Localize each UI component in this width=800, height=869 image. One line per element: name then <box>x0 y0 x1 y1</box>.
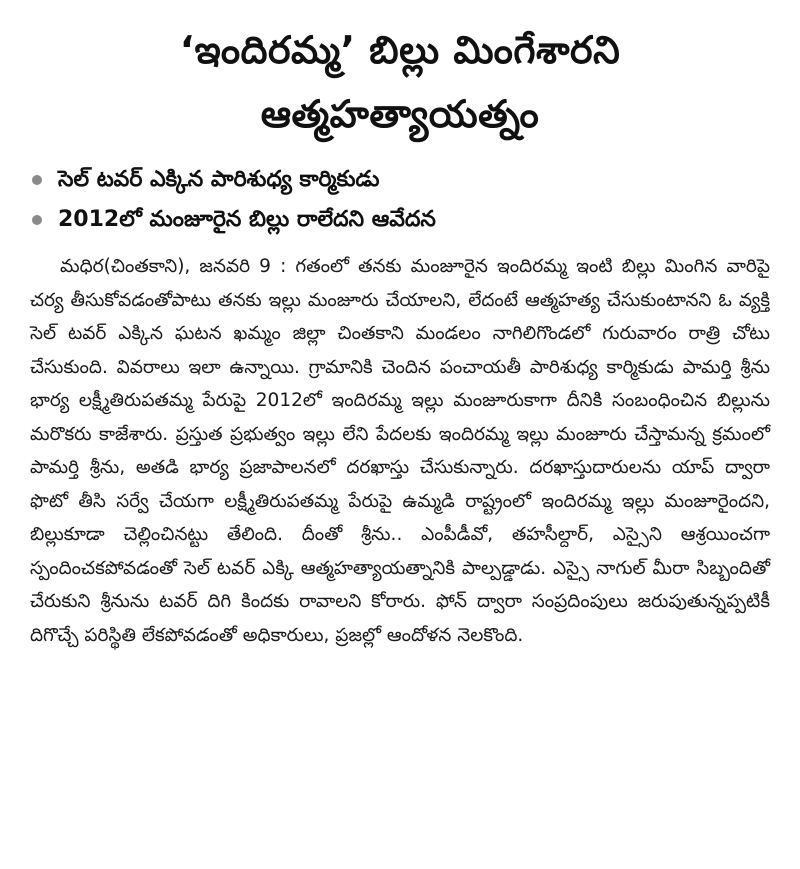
article-body: మధిర(చింతకాని), జనవరి 9 : గతంలో తనకు మంజూరైన ఇందిరమ్మ ఇంటి బిల్లు మింగిన వారిపై చర్య తీసుకోవడంతోపాటు తనకు ఇల్లు మంజూరు చేయాలని, లేదంటే ఆత్మహత్య చేసుకుంటానని ఓ వ్యక్తి సెల్ టవర్ ఎక్కిన ఘటన ఖమ్మం జిల్లా చింతకాని మండలం నాగిలిగొండలో గురువారం రాత్రి చోటు చేసుకుంది. వివరాలు ఇలా ఉన్నాయి. గ్రామానికి చెందిన పంచాయతీ పారిశుధ్య కార్మికుడు పామర్తి శ్రీను భార్య లక్ష్మీతిరుపతమ్మ పేరుపై 2012లో ఇందిరమ్మ ఇల్లు మంజూరుకాగా దీనికి సంబంధించిన బిల్లును మరొకరు కాజేశారు. ప్రస్తుత ప్రభుత్వం ఇల్లు లేని పేదలకు ఇందిరమ్మ ఇల్లు మంజూరు చేస్తామన్న క్రమంలో పామర్తి శ్రీను, అతడి భార్య ప్రజాపాలనలో దరఖాస్తు చేసుకున్నారు. దరఖాస్తుదారులను యాప్ ద్వారా ఫొటో తీసి సర్వే చేయగా లక్ష్మీతిరుపతమ్మ పేరుపై ఉమ్మడి రాష్ట్రంలో ఇందిరమ్మ ఇల్లు మంజూరైందని, బిల్లుకూడా చెల్లించినట్టు తేలింది. దీంతో శ్రీను.. ఎంపీడీవో, తహసీల్దార్, ఎస్సైని ఆశ్రయించగా స్పందించకపోవడంతో సెల్ టవర్ ఎక్కి ఆత్మహత్యాయత్నానికి పాల్పడ్డాడు. ఎస్సై నాగుల్ మీరా సిబ్బందితో చేరుకుని శ్రీనును టవర్ దిగి కిందకు రావాలని కోరారు. ఫోన్ ద్వారా సంప్రదింపులు జరుపుతున్నప్పటికీ దిగొచ్చే పరిస్థితి లేకపోవడంతో అధికారులు, ప్రజల్లో ఆందోళన నెలకొంది. <box>30 256 770 646</box>
bullet-item <box>30 160 770 200</box>
headline-line-1: ‘ఇందిరమ్మ’ బిల్లు మింగేశారని <box>179 28 621 72</box>
subheading-bullets <box>30 160 770 240</box>
bullet-text: 2012లో మంజూరైన బిల్లు రాలేదని ఆవేదన <box>58 207 436 232</box>
bullet-text: సెల్ టవర్ ఎక్కిన పారిశుధ్య కార్మికుడు <box>58 167 380 192</box>
bullet-dot-icon <box>32 175 42 185</box>
headline-line-2: ఆత్మహత్యాయత్నం <box>260 92 540 136</box>
bullet-dot-icon <box>32 215 42 225</box>
headline <box>30 18 770 146</box>
bullet-item <box>30 200 770 240</box>
